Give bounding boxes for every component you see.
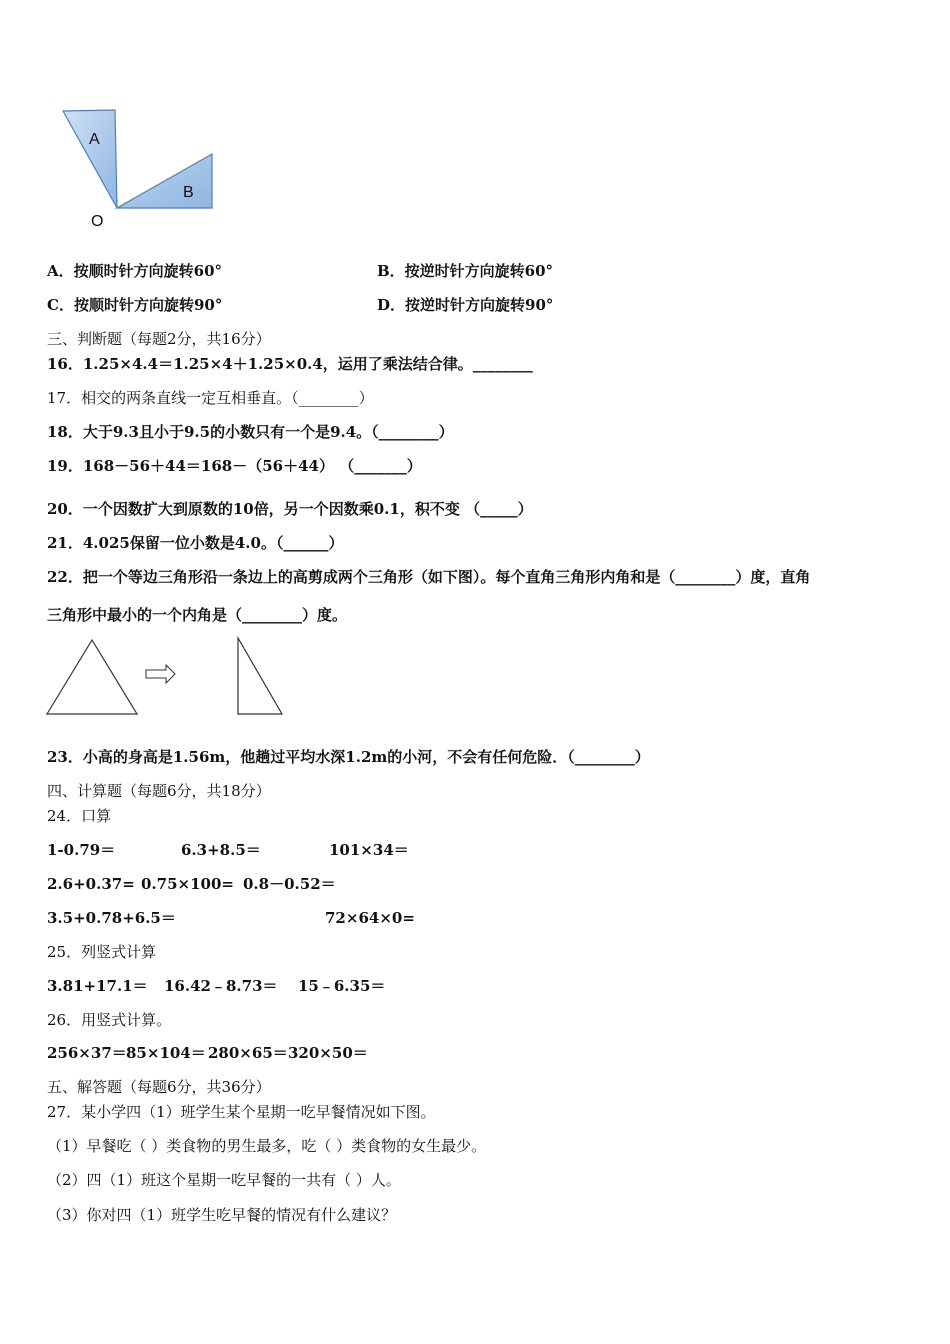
calc-2.6-0.37: 2.6+0.37= <box>47 875 135 893</box>
equilateral-triangle <box>47 640 137 714</box>
option-c[interactable]: C．按顺时针方向旋转90° <box>47 296 223 314</box>
question-27-sub-1: （1）早餐吃（ ）类食物的男生最多，吃（ ）类食物的女生最少。 <box>47 1137 487 1155</box>
right-triangle <box>238 638 282 714</box>
question-20: 20．一个因数扩大到原数的10倍，另一个因数乘0.1，积不变 （_____） <box>47 500 533 518</box>
question-21: 21．4.025保留一位小数是4.0。（______） <box>47 534 344 552</box>
triangle-b <box>117 154 212 208</box>
section-4-title: 四、计算题（每题6分，共18分） <box>47 782 271 800</box>
question-23: 23．小高的身高是1.56m，他趟过平均水深1.2m的小河，不会有任何危险．（________） <box>47 748 650 766</box>
question-22-line-1: 22．把一个等边三角形沿一条边上的高剪成两个三角形（如下图）。每个直角三角形内角和是（________）度，直角 <box>47 568 811 586</box>
calc-15-6.35: 15﹣6.35＝ <box>298 977 386 995</box>
question-18: 18．大于9.3且小于9.5的小数只有一个是9.4。（________） <box>47 423 454 441</box>
label-b: B <box>183 184 194 201</box>
question-24-title: 24．口算 <box>47 807 112 825</box>
calc-3.81-17.1: 3.81+17.1＝ <box>47 977 148 995</box>
calc-0.75x100: 0.75×100= <box>141 875 234 893</box>
calc-0.8-0.52: 0.8－0.52＝ <box>243 875 336 893</box>
question-22-line-2: 三角形中最小的一个内角是（________）度。 <box>47 606 348 624</box>
calc-320x50: 320×50＝ <box>288 1044 368 1062</box>
right-arrow-icon <box>146 665 175 683</box>
calc-1-0.79: 1-0.79＝ <box>47 841 116 859</box>
calc-6.3-8.5: 6.3+8.5＝ <box>181 841 261 859</box>
label-a: A <box>89 131 100 148</box>
calc-256x37: 256×37＝ <box>47 1044 127 1062</box>
question-27-sub-3: （3）你对四（1）班学生吃早餐的情况有什么建议？ <box>47 1206 397 1224</box>
question-16: 16．1.25×4.4＝1.25×4＋1.25×0.4，运用了乘法结合律。________ <box>47 355 533 373</box>
calc-72x64x0: 72×64×0= <box>325 909 415 927</box>
question-17: 17．相交的两条直线一定互相垂直。（________） <box>47 389 374 407</box>
calc-85x104: 85×104＝ <box>126 1044 206 1062</box>
calc-280x65: 280×65＝ <box>208 1044 288 1062</box>
calc-101x34: 101×34＝ <box>329 841 409 859</box>
option-d[interactable]: D．按逆时针方向旋转90° <box>377 296 554 314</box>
question-26-title: 26．用竖式计算。 <box>47 1011 172 1029</box>
section-3-title: 三、判断题（每题2分，共16分） <box>47 330 271 348</box>
question-19: 19．168－56＋44＝168－（56＋44） （_______） <box>47 457 422 475</box>
label-o: O <box>91 213 104 230</box>
calc-3.5-0.78-6.5: 3.5+0.78+6.5＝ <box>47 909 176 927</box>
question-25-title: 25．列竖式计算 <box>47 943 157 961</box>
question-27-title: 27．某小学四（1）班学生某个星期一吃早餐情况如下图。 <box>47 1103 436 1121</box>
section-5-title: 五、解答题（每题6分，共36分） <box>47 1078 271 1096</box>
rotation-figure <box>55 100 255 250</box>
option-a[interactable]: A．按顺时针方向旋转60° <box>47 262 223 280</box>
calc-16.42-8.73: 16.42﹣8.73＝ <box>164 977 278 995</box>
triangle-a <box>63 110 117 208</box>
triangle-cut-figure <box>44 634 304 724</box>
question-27-sub-2: （2）四（1）班这个星期一吃早餐的一共有（ ）人。 <box>47 1171 401 1189</box>
option-b[interactable]: B．按逆时针方向旋转60° <box>377 262 554 280</box>
